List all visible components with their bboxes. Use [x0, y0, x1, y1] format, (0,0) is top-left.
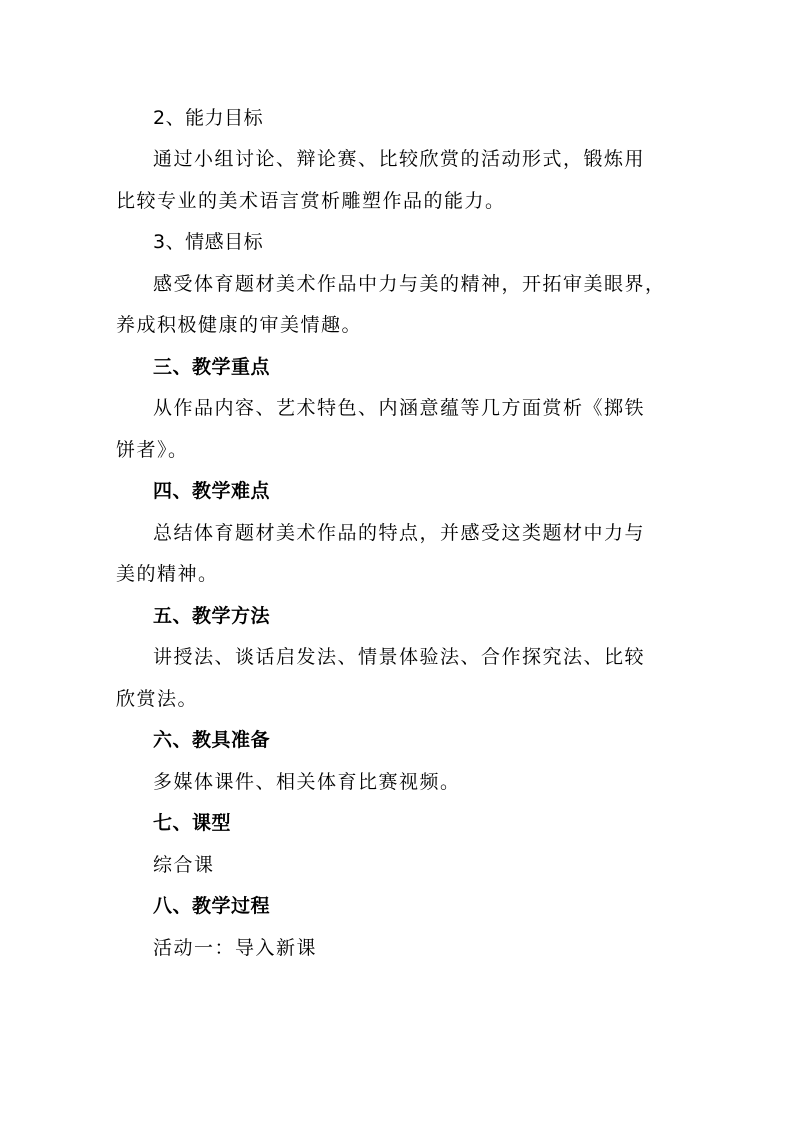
paragraph-line: 比较专业的美术语言赏析雕塑作品的能力。	[116, 190, 506, 212]
section-heading-methods: 五、教学方法	[153, 605, 271, 627]
subheading-ability-goal: 2、能力目标	[153, 107, 264, 129]
paragraph-line: 通过小组讨论、辩论赛、比较欣赏的活动形式，锻炼用	[153, 148, 646, 170]
section-heading-process: 八、教学过程	[153, 895, 271, 917]
paragraph-line: 讲授法、谈话启发法、情景体验法、合作探究法、比较	[153, 646, 646, 668]
paragraph-line: 感受体育题材美术作品中力与美的精神，开拓审美眼界，	[153, 273, 666, 295]
paragraph-line: 饼者》。	[116, 439, 189, 461]
section-heading-key-points: 三、教学重点	[153, 356, 271, 378]
paragraph-line: 活动一：导入新课	[153, 937, 318, 959]
section-heading-difficulties: 四、教学难点	[153, 480, 271, 502]
paragraph-line: 综合课	[153, 854, 215, 876]
paragraph-line: 多媒体课件、相关体育比赛视频。	[153, 771, 461, 793]
section-heading-materials: 六、教具准备	[153, 729, 271, 751]
subheading-emotion-goal: 3、情感目标	[153, 231, 264, 253]
paragraph-line: 养成积极健康的审美情趣。	[116, 314, 363, 336]
paragraph-line: 从作品内容、艺术特色、内涵意蕴等几方面赏析《掷铁	[153, 397, 646, 419]
paragraph-line: 总结体育题材美术作品的特点，并感受这类题材中力与	[153, 522, 646, 544]
paragraph-line: 欣赏法。	[116, 688, 199, 710]
section-heading-lesson-type: 七、课型	[153, 812, 232, 834]
paragraph-line: 美的精神。	[116, 563, 219, 585]
